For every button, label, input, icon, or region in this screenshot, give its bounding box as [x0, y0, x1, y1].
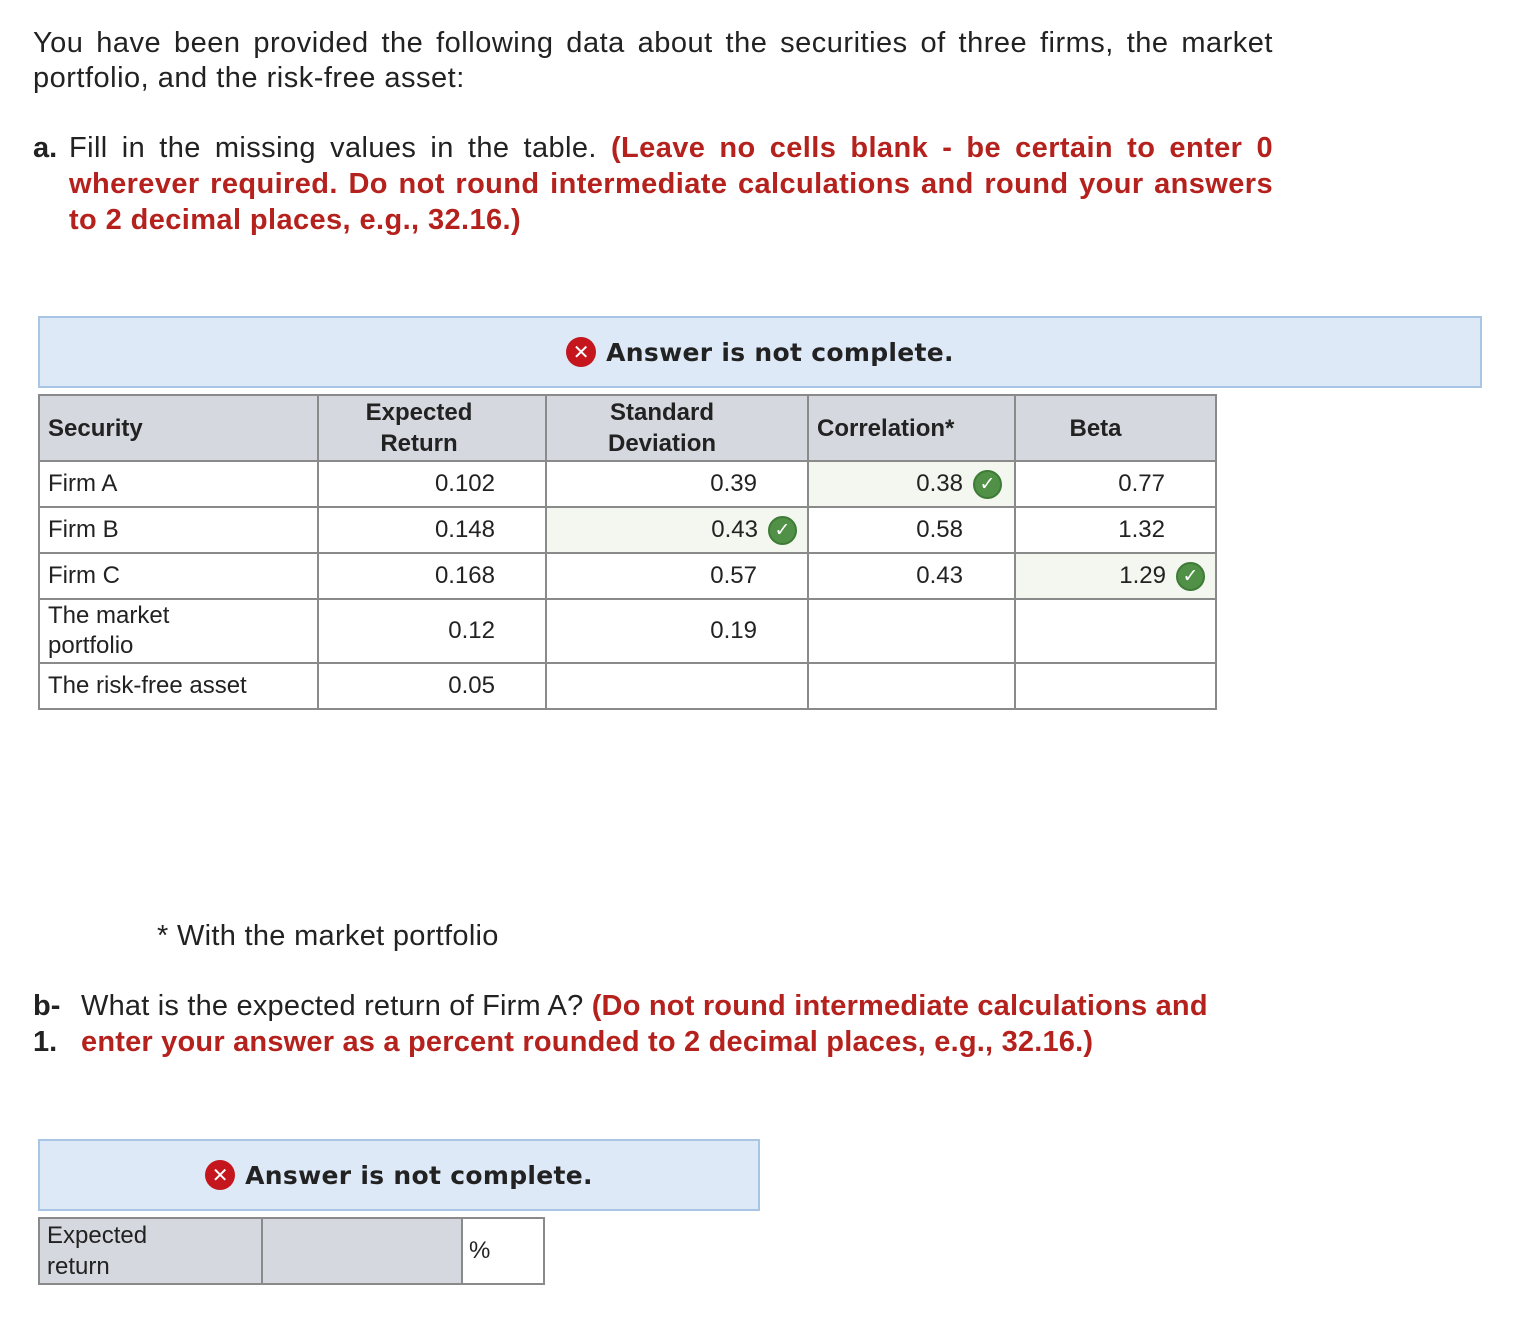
- part-a-instruction: (Leave no cells blank - be certain to enter 0 wherever required. Do not round intermediate calculations and round your answers to 2 decimal places, e.g., 32.16.): [69, 132, 1273, 236]
- check-circle-icon: ✓: [1176, 562, 1205, 591]
- header-security: Security: [39, 395, 318, 461]
- cell-beta[interactable]: [1015, 599, 1216, 663]
- banner-b-text: Answer is not complete.: [245, 1160, 593, 1190]
- header-correlation: Correlation*: [808, 395, 1015, 461]
- header-beta: Beta: [1015, 395, 1216, 461]
- table-header-row: [39, 395, 1216, 461]
- cell-beta[interactable]: 1.32: [1015, 507, 1216, 553]
- cell-expected-return[interactable]: 0.168: [318, 553, 546, 599]
- answer-row: [39, 1218, 544, 1284]
- cell-correlation[interactable]: 0.38 ✓: [808, 461, 1015, 507]
- cell-beta[interactable]: 1.29 ✓: [1015, 553, 1216, 599]
- part-a-prompt: [33, 130, 1273, 238]
- header-standard-deviation: Standard Deviation: [546, 395, 808, 461]
- header-expected-return: Expected Return: [318, 395, 546, 461]
- banner-a-text: Answer is not complete.: [606, 337, 954, 367]
- answer-status-banner-b: [38, 1139, 760, 1211]
- cell-std-dev[interactable]: 0.57: [546, 553, 808, 599]
- part-b-question: What is the expected return of Firm A?: [81, 990, 584, 1022]
- footnote: * With the market portfolio: [157, 920, 499, 952]
- table-row: [39, 507, 1216, 553]
- part-b-prompt: [33, 988, 1273, 1060]
- securities-table: [38, 394, 1217, 710]
- cell-correlation[interactable]: 0.58: [808, 507, 1015, 553]
- expected-return-input[interactable]: [262, 1218, 462, 1284]
- cell-expected-return[interactable]: 0.05: [318, 663, 546, 709]
- table-row: [39, 599, 1216, 663]
- table-row: [39, 461, 1216, 507]
- cell-std-dev[interactable]: 0.39: [546, 461, 808, 507]
- part-b-label: b- 1.: [33, 990, 61, 1058]
- answer-status-banner-a: [38, 316, 1482, 388]
- cell-expected-return[interactable]: 0.12: [318, 599, 546, 663]
- part-b-instruction: (Do not round intermediate calculations and enter your answer as a percent rounded to 2 decimal places, e.g., 32.16.): [81, 990, 1208, 1058]
- cell-expected-return[interactable]: 0.102: [318, 461, 546, 507]
- cell-beta[interactable]: [1015, 663, 1216, 709]
- cell-expected-return[interactable]: 0.148: [318, 507, 546, 553]
- cell-correlation[interactable]: [808, 663, 1015, 709]
- cell-security: The risk-free asset: [39, 663, 318, 709]
- cell-correlation[interactable]: 0.43: [808, 553, 1015, 599]
- expected-return-answer-table: [38, 1217, 545, 1285]
- cell-std-dev[interactable]: 0.43 ✓: [546, 507, 808, 553]
- table-row: [39, 663, 1216, 709]
- check-circle-icon: ✓: [768, 516, 797, 545]
- intro-text: You have been provided the following data about the securities of three firms, the market portfolio, and the risk-free asset:: [33, 27, 1273, 94]
- cell-security: The market portfolio: [39, 599, 318, 663]
- cell-std-dev[interactable]: [546, 663, 808, 709]
- answer-label: Expected return: [39, 1218, 262, 1284]
- cell-std-dev[interactable]: 0.19: [546, 599, 808, 663]
- cell-beta[interactable]: 0.77: [1015, 461, 1216, 507]
- table-row: [39, 553, 1216, 599]
- cell-security: Firm C: [39, 553, 318, 599]
- cell-security: Firm B: [39, 507, 318, 553]
- cell-security: Firm A: [39, 461, 318, 507]
- percent-unit: %: [462, 1218, 544, 1284]
- x-circle-icon: ✕: [205, 1160, 235, 1190]
- cell-correlation[interactable]: [808, 599, 1015, 663]
- part-a-text: Fill in the missing values in the table.: [69, 132, 597, 164]
- part-a-label: a.: [33, 132, 58, 164]
- x-circle-icon: ✕: [566, 337, 596, 367]
- check-circle-icon: ✓: [973, 470, 1002, 499]
